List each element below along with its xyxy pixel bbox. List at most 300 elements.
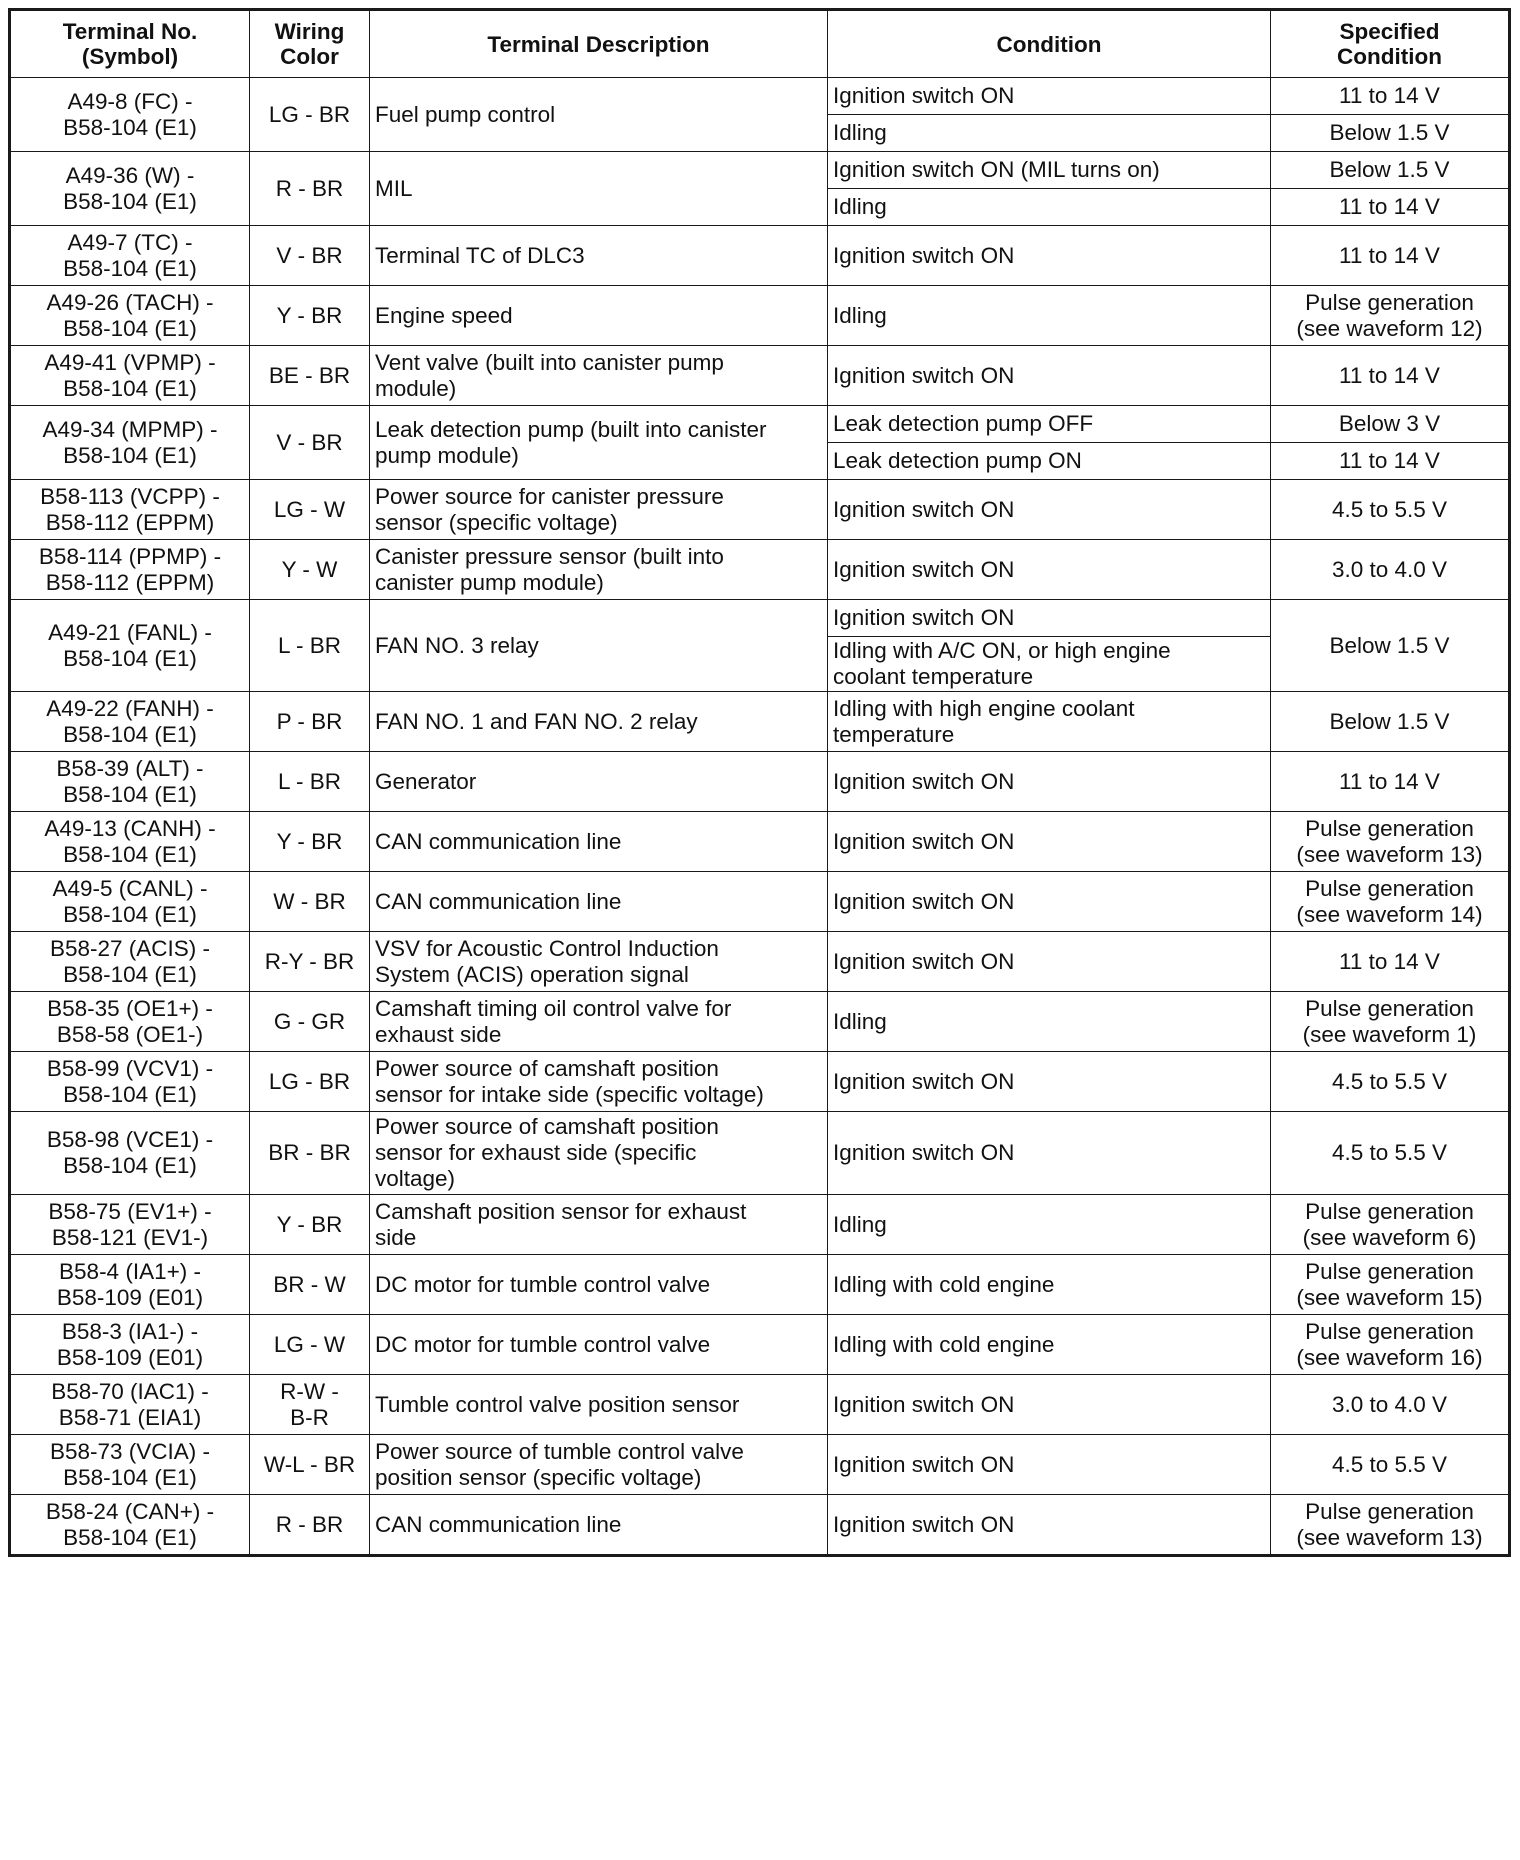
cell-line: Power source of camshaft position	[375, 1114, 719, 1139]
cell-line: Ignition switch ON	[833, 1140, 1015, 1165]
specified-condition-cell	[1271, 1315, 1510, 1375]
table-row	[10, 226, 1510, 286]
cell-line: Below 1.5 V	[1329, 157, 1450, 182]
table-row	[10, 346, 1510, 406]
cell-line: B58-73 (VCIA) -	[49, 1438, 211, 1464]
cell-line: module)	[375, 375, 457, 401]
cell-line: Y - BR	[276, 828, 343, 854]
table-row	[10, 540, 1510, 600]
cell-line: Ignition switch ON	[833, 242, 1015, 268]
cell-line: B58-104 (E1)	[63, 781, 197, 807]
cell-line: 4.5 to 5.5 V	[1331, 1451, 1448, 1477]
specified-condition-cell	[1271, 1255, 1510, 1315]
cell-line: Generator	[375, 768, 477, 794]
condition-cell	[828, 1052, 1271, 1112]
cell-line: V - BR	[276, 242, 343, 268]
cell-line: Ignition switch ON	[833, 556, 1015, 582]
terminal-cell	[10, 1315, 250, 1375]
specified-condition-cell	[1271, 992, 1510, 1052]
condition-cell	[828, 692, 1271, 752]
cell-line: B58-104 (E1)	[63, 721, 197, 747]
wiring-color-cell	[250, 1195, 370, 1255]
cell-line: Below 3 V	[1338, 411, 1441, 436]
cell-line: Ignition switch ON	[833, 1451, 1015, 1477]
terminal-cell	[10, 872, 250, 932]
cell-line: B58-104 (E1)	[63, 961, 197, 987]
table-row	[10, 1375, 1510, 1435]
cell-line: BR - BR	[268, 1140, 351, 1165]
cell-line: B58-104 (E1)	[63, 1081, 197, 1107]
cell-line: Pulse generation	[1305, 289, 1474, 315]
cell-line: 4.5 to 5.5 V	[1331, 496, 1448, 522]
cell-line: Ignition switch ON	[833, 1511, 1015, 1537]
cell-line: B58-4 (IA1+) -	[59, 1258, 201, 1284]
header-row	[10, 10, 1510, 78]
wiring-color-cell	[250, 872, 370, 932]
cell-line: Leak detection pump OFF	[833, 411, 1094, 436]
cell-line: B58-104 (E1)	[63, 315, 197, 341]
cell-line: (see waveform 1)	[1302, 1021, 1477, 1047]
cell-line: A49-36 (W) -	[65, 162, 195, 188]
description-cell	[370, 692, 828, 752]
terminal-cell	[10, 286, 250, 346]
cell-line: 11 to 14 V	[1339, 362, 1440, 388]
cell-line: Camshaft timing oil control valve for	[375, 995, 732, 1021]
wiring-color-cell	[250, 692, 370, 752]
cell-line: B58-71 (EIA1)	[58, 1404, 202, 1430]
wiring-color-cell	[250, 1375, 370, 1435]
description-cell	[370, 1255, 828, 1315]
cell-line: A49-7 (TC) -	[67, 229, 193, 255]
terminal-cell	[10, 992, 250, 1052]
wiring-color-cell	[250, 406, 370, 480]
table-row	[10, 406, 1510, 443]
cell-line: pump module)	[375, 442, 519, 468]
cell-line: Below 1.5 V	[1329, 708, 1450, 734]
description-cell	[370, 1315, 828, 1375]
cell-line: B58-114 (PPMP) -	[38, 543, 222, 569]
terminal-cell	[10, 1435, 250, 1495]
cell-line: Ignition switch ON	[833, 496, 1015, 522]
terminal-cell	[10, 752, 250, 812]
cell-line: B58-104 (E1)	[63, 442, 197, 468]
cell-line: (see waveform 13)	[1296, 841, 1483, 867]
table-row	[10, 872, 1510, 932]
cell-line: Idling	[833, 120, 887, 145]
cell-line: Leak detection pump ON	[833, 448, 1082, 473]
cell-line: BE - BR	[268, 362, 351, 388]
specified-condition-cell	[1271, 406, 1510, 443]
cell-line: CAN communication line	[375, 888, 622, 914]
terminal-cell	[10, 540, 250, 600]
cell-line: B58-104 (E1)	[63, 1464, 197, 1490]
cell-line: B58-109 (E01)	[56, 1344, 204, 1370]
cell-line: Below 1.5 V	[1329, 120, 1450, 145]
cell-line: FAN NO. 3 relay	[375, 632, 539, 658]
terminal-cell	[10, 406, 250, 480]
terminal-cell	[10, 1052, 250, 1112]
cell-line: DC motor for tumble control valve	[375, 1331, 711, 1357]
cell-line: MIL	[375, 175, 413, 201]
wiring-color-cell	[250, 1315, 370, 1375]
terminal-cell	[10, 1195, 250, 1255]
cell-line: LG - W	[273, 496, 346, 522]
wiring-color-cell	[250, 480, 370, 540]
cell-line: Ignition switch ON	[833, 83, 1015, 108]
cell-line: 4.5 to 5.5 V	[1331, 1068, 1448, 1094]
condition-cell	[828, 115, 1271, 152]
condition-cell	[828, 1315, 1271, 1375]
cell-line: Below 1.5 V	[1329, 632, 1450, 658]
header-specified-condition: Specified Condition	[1271, 10, 1510, 78]
cell-line: B58-39 (ALT) -	[56, 755, 204, 781]
cell-line: L - BR	[278, 768, 341, 794]
description-cell	[370, 406, 828, 480]
condition-cell	[828, 752, 1271, 812]
description-cell	[370, 1495, 828, 1556]
specified-condition-cell	[1271, 189, 1510, 226]
specified-condition-cell	[1271, 1052, 1510, 1112]
cell-line: canister pump module)	[375, 569, 604, 595]
condition-cell	[828, 406, 1271, 443]
cell-line: A49-5 (CANL) -	[52, 875, 208, 901]
cell-line: Pulse generation	[1305, 1318, 1474, 1344]
description-cell	[370, 992, 828, 1052]
cell-line: Power source of tumble control valve	[375, 1438, 744, 1464]
condition-cell	[828, 1255, 1271, 1315]
cell-line: 11 to 14 V	[1339, 242, 1440, 268]
specified-condition-cell	[1271, 443, 1510, 480]
cell-line: sensor (specific voltage)	[375, 509, 618, 535]
specified-condition-cell	[1271, 480, 1510, 540]
condition-cell	[828, 872, 1271, 932]
cell-line: LG - BR	[268, 1068, 351, 1094]
cell-line: CAN communication line	[375, 828, 622, 854]
terminal-cell	[10, 932, 250, 992]
cell-line: Ignition switch ON	[833, 1068, 1015, 1094]
cell-line: Pulse generation	[1305, 1498, 1474, 1524]
description-cell	[370, 78, 828, 152]
cell-line: Ignition switch ON	[833, 948, 1015, 974]
cell-line: Ignition switch ON (MIL turns on)	[833, 157, 1160, 182]
wiring-color-cell	[250, 346, 370, 406]
wiring-color-cell	[250, 286, 370, 346]
table-row	[10, 78, 1510, 115]
cell-line: B58-104 (E1)	[63, 1524, 197, 1550]
specified-condition-cell	[1271, 346, 1510, 406]
cell-line: Idling	[833, 1008, 887, 1034]
cell-line: Leak detection pump (built into canister	[375, 416, 767, 442]
terminal-inspection-table	[8, 8, 1511, 1557]
wiring-color-cell	[250, 992, 370, 1052]
terminal-cell	[10, 152, 250, 226]
cell-line: B58-104 (E1)	[63, 255, 197, 281]
description-cell	[370, 1435, 828, 1495]
condition-cell	[828, 600, 1271, 637]
terminal-cell	[10, 226, 250, 286]
cell-line: 11 to 14 V	[1339, 83, 1440, 108]
wiring-color-cell	[250, 1495, 370, 1556]
cell-line: W-L - BR	[263, 1451, 356, 1477]
cell-line: Camshaft position sensor for exhaust	[375, 1198, 747, 1224]
description-cell	[370, 600, 828, 692]
cell-line: voltage)	[375, 1166, 456, 1191]
cell-line: Ignition switch ON	[833, 768, 1015, 794]
cell-line: Y - BR	[276, 302, 343, 328]
cell-line: A49-26 (TACH) -	[46, 289, 214, 315]
table-row	[10, 152, 1510, 189]
cell-line: (see waveform 12)	[1296, 315, 1483, 341]
wiring-color-cell	[250, 1255, 370, 1315]
cell-line: G - GR	[273, 1008, 346, 1034]
terminal-cell	[10, 1375, 250, 1435]
table-row	[10, 1255, 1510, 1315]
cell-line: P - BR	[276, 708, 343, 734]
cell-line: Idling with cold engine	[833, 1331, 1055, 1357]
condition-cell	[828, 992, 1271, 1052]
cell-line: A49-8 (FC) -	[67, 88, 193, 114]
cell-line: B58-112 (EPPM)	[45, 509, 215, 535]
wiring-color-cell	[250, 1435, 370, 1495]
wiring-color-cell	[250, 78, 370, 152]
cell-line: R-W -	[280, 1378, 339, 1404]
specified-condition-cell	[1271, 872, 1510, 932]
cell-line: Pulse generation	[1305, 875, 1474, 901]
cell-line: Pulse generation	[1305, 1258, 1474, 1284]
cell-line: temperature	[833, 721, 955, 747]
cell-line: A49-21 (FANL) -	[48, 619, 212, 645]
cell-line: B58-58 (OE1-)	[56, 1021, 204, 1047]
description-cell	[370, 480, 828, 540]
cell-line: B58-27 (ACIS) -	[49, 935, 211, 961]
cell-line: BR - W	[273, 1271, 346, 1297]
cell-line: A49-41 (VPMP) -	[44, 349, 216, 375]
table-row	[10, 1435, 1510, 1495]
cell-line: sensor for intake side (specific voltage)	[375, 1081, 764, 1107]
condition-cell	[828, 1375, 1271, 1435]
specified-condition-cell	[1271, 152, 1510, 189]
cell-line: LG - BR	[268, 101, 351, 127]
specified-condition-cell	[1271, 286, 1510, 346]
table-row	[10, 1315, 1510, 1375]
description-cell	[370, 872, 828, 932]
cell-line: B58-104 (E1)	[63, 901, 197, 927]
specified-condition-cell	[1271, 692, 1510, 752]
specified-condition-cell	[1271, 932, 1510, 992]
table-row	[10, 1052, 1510, 1112]
cell-line: coolant temperature	[833, 664, 1034, 689]
cell-line: B58-70 (IAC1) -	[51, 1378, 209, 1404]
table-row	[10, 692, 1510, 752]
condition-cell	[828, 286, 1271, 346]
header-terminal-description: Terminal Description	[370, 10, 828, 78]
cell-line: Power source for canister pressure	[375, 483, 724, 509]
cell-line: L - BR	[278, 632, 341, 658]
header-terminal: Terminal No. (Symbol)	[10, 10, 250, 78]
terminal-cell	[10, 692, 250, 752]
cell-line: B58-98 (VCE1) -	[46, 1127, 214, 1152]
cell-line: System (ACIS) operation signal	[375, 961, 689, 987]
specified-condition-cell	[1271, 1375, 1510, 1435]
condition-cell	[828, 78, 1271, 115]
cell-line: Power source of camshaft position	[375, 1055, 719, 1081]
specified-condition-cell	[1271, 812, 1510, 872]
cell-line: B58-112 (EPPM)	[45, 569, 215, 595]
description-cell	[370, 540, 828, 600]
condition-cell	[828, 812, 1271, 872]
description-cell	[370, 1375, 828, 1435]
wiring-color-cell	[250, 812, 370, 872]
condition-cell	[828, 226, 1271, 286]
specified-condition-cell	[1271, 115, 1510, 152]
cell-line: Y - W	[281, 556, 338, 582]
cell-line: Engine speed	[375, 302, 513, 328]
cell-line: (see waveform 15)	[1296, 1284, 1483, 1310]
cell-line: B58-3 (IA1-) -	[61, 1318, 199, 1344]
cell-line: 11 to 14 V	[1339, 768, 1440, 794]
cell-line: B58-104 (E1)	[63, 375, 197, 401]
cell-line: Pulse generation	[1305, 815, 1474, 841]
description-cell	[370, 1112, 828, 1195]
table-row	[10, 752, 1510, 812]
condition-cell	[828, 1112, 1271, 1195]
cell-line: position sensor (specific voltage)	[375, 1464, 702, 1490]
description-cell	[370, 812, 828, 872]
cell-line: VSV for Acoustic Control Induction	[375, 935, 719, 961]
description-cell	[370, 226, 828, 286]
cell-line: Terminal TC of DLC3	[375, 242, 585, 268]
cell-line: 3.0 to 4.0 V	[1331, 556, 1448, 582]
cell-line: Canister pressure sensor (built into	[375, 543, 724, 569]
cell-line: Y - BR	[276, 1211, 343, 1237]
cell-line: FAN NO. 1 and FAN NO. 2 relay	[375, 708, 698, 734]
cell-line: 3.0 to 4.0 V	[1331, 1391, 1448, 1417]
cell-line: Idling	[833, 1211, 887, 1237]
cell-line: Idling	[833, 302, 887, 328]
description-cell	[370, 1195, 828, 1255]
cell-line: B58-104 (E1)	[63, 1153, 197, 1178]
description-cell	[370, 1052, 828, 1112]
cell-line: B58-104 (E1)	[63, 841, 197, 867]
specified-condition-cell	[1271, 1435, 1510, 1495]
cell-line: B58-109 (E01)	[56, 1284, 204, 1310]
terminal-cell	[10, 480, 250, 540]
header-condition: Condition	[828, 10, 1271, 78]
cell-line: B58-35 (OE1+) -	[47, 995, 213, 1021]
cell-line: W - BR	[273, 888, 346, 914]
cell-line: (see waveform 16)	[1296, 1344, 1483, 1370]
cell-line: Ignition switch ON	[833, 362, 1015, 388]
cell-line: Ignition switch ON	[833, 605, 1015, 630]
condition-cell	[828, 1435, 1271, 1495]
specified-condition-cell	[1271, 600, 1510, 692]
cell-line: Fuel pump control	[375, 101, 556, 127]
cell-line: B58-24 (CAN+) -	[45, 1498, 215, 1524]
table-row	[10, 1495, 1510, 1556]
cell-line: (see waveform 6)	[1302, 1224, 1477, 1250]
cell-line: R - BR	[275, 1511, 344, 1537]
description-cell	[370, 932, 828, 992]
condition-cell	[828, 152, 1271, 189]
wiring-color-cell	[250, 226, 370, 286]
condition-cell	[828, 1495, 1271, 1556]
specified-condition-cell	[1271, 752, 1510, 812]
cell-line: Ignition switch ON	[833, 1391, 1015, 1417]
cell-line: A49-22 (FANH) -	[46, 695, 214, 721]
table-row	[10, 286, 1510, 346]
terminal-cell	[10, 812, 250, 872]
cell-line: sensor for exhaust side (specific	[375, 1140, 697, 1165]
cell-line: A49-13 (CANH) -	[44, 815, 216, 841]
table-row	[10, 1112, 1510, 1195]
cell-line: B58-75 (EV1+) -	[48, 1198, 212, 1224]
table-row	[10, 812, 1510, 872]
wiring-color-cell	[250, 600, 370, 692]
cell-line: R-Y - BR	[264, 948, 355, 974]
cell-line: Idling with A/C ON, or high engine	[833, 638, 1171, 663]
cell-line: DC motor for tumble control valve	[375, 1271, 711, 1297]
cell-line: Idling	[833, 194, 887, 219]
cell-line: Vent valve (built into canister pump	[375, 349, 724, 375]
table-row	[10, 1195, 1510, 1255]
specified-condition-cell	[1271, 1495, 1510, 1556]
cell-line: Ignition switch ON	[833, 888, 1015, 914]
condition-cell	[828, 932, 1271, 992]
specified-condition-cell	[1271, 226, 1510, 286]
cell-line: B58-104 (E1)	[63, 188, 197, 214]
cell-line: A49-34 (MPMP) -	[42, 416, 218, 442]
cell-line: B58-121 (EV1-)	[51, 1224, 209, 1250]
wiring-color-cell	[250, 540, 370, 600]
condition-cell	[828, 443, 1271, 480]
table-row	[10, 992, 1510, 1052]
cell-line: B58-99 (VCV1) -	[46, 1055, 214, 1081]
cell-line: Pulse generation	[1305, 995, 1474, 1021]
cell-line: (see waveform 13)	[1296, 1524, 1483, 1550]
wiring-color-cell	[250, 752, 370, 812]
table-row	[10, 600, 1510, 637]
cell-line: 11 to 14 V	[1339, 448, 1440, 473]
specified-condition-cell	[1271, 78, 1510, 115]
cell-line: Tumble control valve position sensor	[375, 1391, 740, 1417]
cell-line: 4.5 to 5.5 V	[1331, 1140, 1448, 1165]
condition-cell	[828, 189, 1271, 226]
description-cell	[370, 752, 828, 812]
terminal-cell	[10, 78, 250, 152]
condition-cell	[828, 346, 1271, 406]
terminal-cell	[10, 1495, 250, 1556]
cell-line: R - BR	[275, 175, 344, 201]
cell-line: B58-113 (VCPP) -	[40, 483, 220, 509]
cell-line: B-R	[290, 1404, 329, 1430]
table-row	[10, 932, 1510, 992]
cell-line: Idling with high engine coolant	[833, 695, 1135, 721]
condition-cell	[828, 1195, 1271, 1255]
wiring-color-cell	[250, 1052, 370, 1112]
specified-condition-cell	[1271, 540, 1510, 600]
description-cell	[370, 286, 828, 346]
cell-line: 11 to 14 V	[1339, 948, 1440, 974]
description-cell	[370, 152, 828, 226]
cell-line: exhaust side	[375, 1021, 502, 1047]
header-wiring-color: Wiring Color	[250, 10, 370, 78]
wiring-color-cell	[250, 1112, 370, 1195]
cell-line: (see waveform 14)	[1296, 901, 1483, 927]
cell-line: V - BR	[276, 429, 343, 455]
cell-line: 11 to 14 V	[1339, 194, 1440, 219]
cell-line: CAN communication line	[375, 1511, 622, 1537]
cell-line: B58-104 (E1)	[63, 114, 197, 140]
